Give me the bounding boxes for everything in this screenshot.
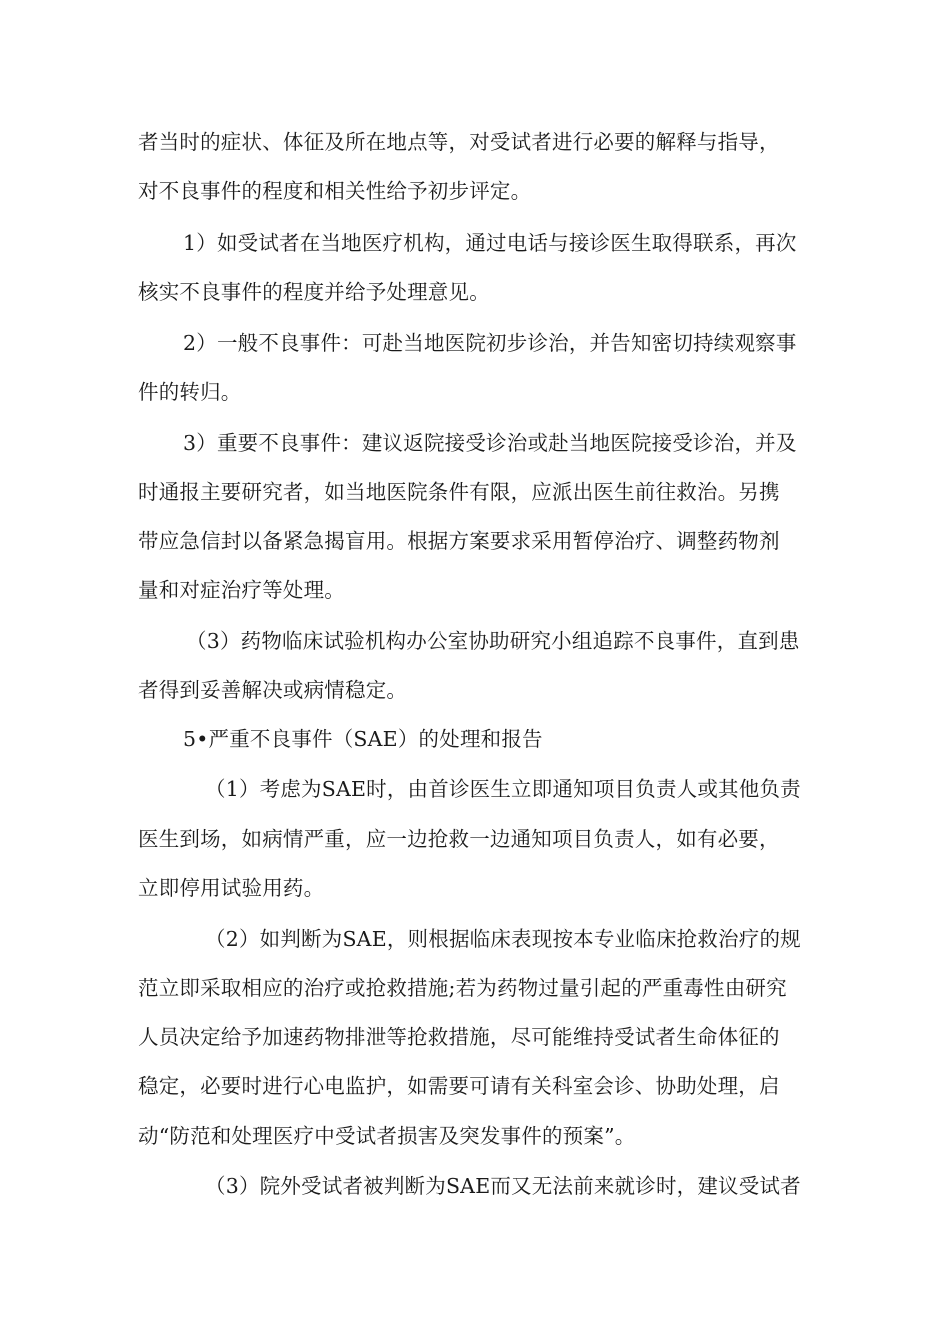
- section-heading: 5•严重不良事件（SAE）的处理和报告: [183, 727, 543, 751]
- text-line: 医生到场，如病情严重，应一边抢救一边通知项目负责人，如有必要，: [138, 827, 780, 851]
- text-line: 人员决定给予加速药物排泄等抢救措施，尽可能维持受试者生命体征的: [138, 1025, 780, 1049]
- text-line: （3）院外受试者被判断为SAE而又无法前来就诊时，建议受试者: [205, 1174, 801, 1198]
- section-heading: 者得到妥善解决或病情稳定。: [138, 678, 408, 702]
- text-line: 者当时的症状、体征及所在地点等，对受试者进行必要的解释与指导，: [138, 130, 780, 154]
- text-line: 核实不良事件的程度并给予处理意见。: [138, 280, 490, 304]
- text-line: 范立即采取相应的治疗或抢救措施;若为药物过量引起的严重毒性由研究: [138, 976, 787, 1000]
- text-line: 动“防范和处理医疗中受试者损害及突发事件的预案”。: [138, 1124, 636, 1148]
- text-line: 稳定，必要时进行心电监护，如需要可请有关科室会诊、协助处理，启: [138, 1074, 780, 1098]
- text-line: 立即停用试验用药。: [138, 876, 325, 900]
- text-line: 1）如受试者在当地医疗机构，通过电话与接诊医生取得联系，再次: [183, 231, 797, 255]
- text-line: 件的转归。: [138, 380, 242, 404]
- text-line: 2）一般不良事件：可赴当地医院初步诊治，并告知密切持续观察事: [183, 331, 797, 355]
- text-line: 时通报主要研究者，如当地医院条件有限，应派出医生前往救治。另携: [138, 480, 780, 504]
- text-line: （3）药物临床试验机构办公室协助研究小组追踪不良事件，直到患: [186, 629, 800, 653]
- text-line: 带应急信封以备紧急揭盲用。根据方案要求采用暂停治疗、调整药物剂: [138, 529, 780, 553]
- text-line: （2）如判断为SAE，则根据临床表现按本专业临床抢救治疗的规: [205, 927, 801, 951]
- text-line: 量和对症治疗等处理。: [138, 578, 345, 602]
- text-line: （1）考虑为SAE时，由首诊医生立即通知项目负责人或其他负责: [205, 777, 801, 801]
- text-line: 3）重要不良事件：建议返院接受诊治或赴当地医院接受诊治，并及: [183, 431, 797, 455]
- text-line: 对不良事件的程度和相关性给予初步评定。: [138, 179, 532, 203]
